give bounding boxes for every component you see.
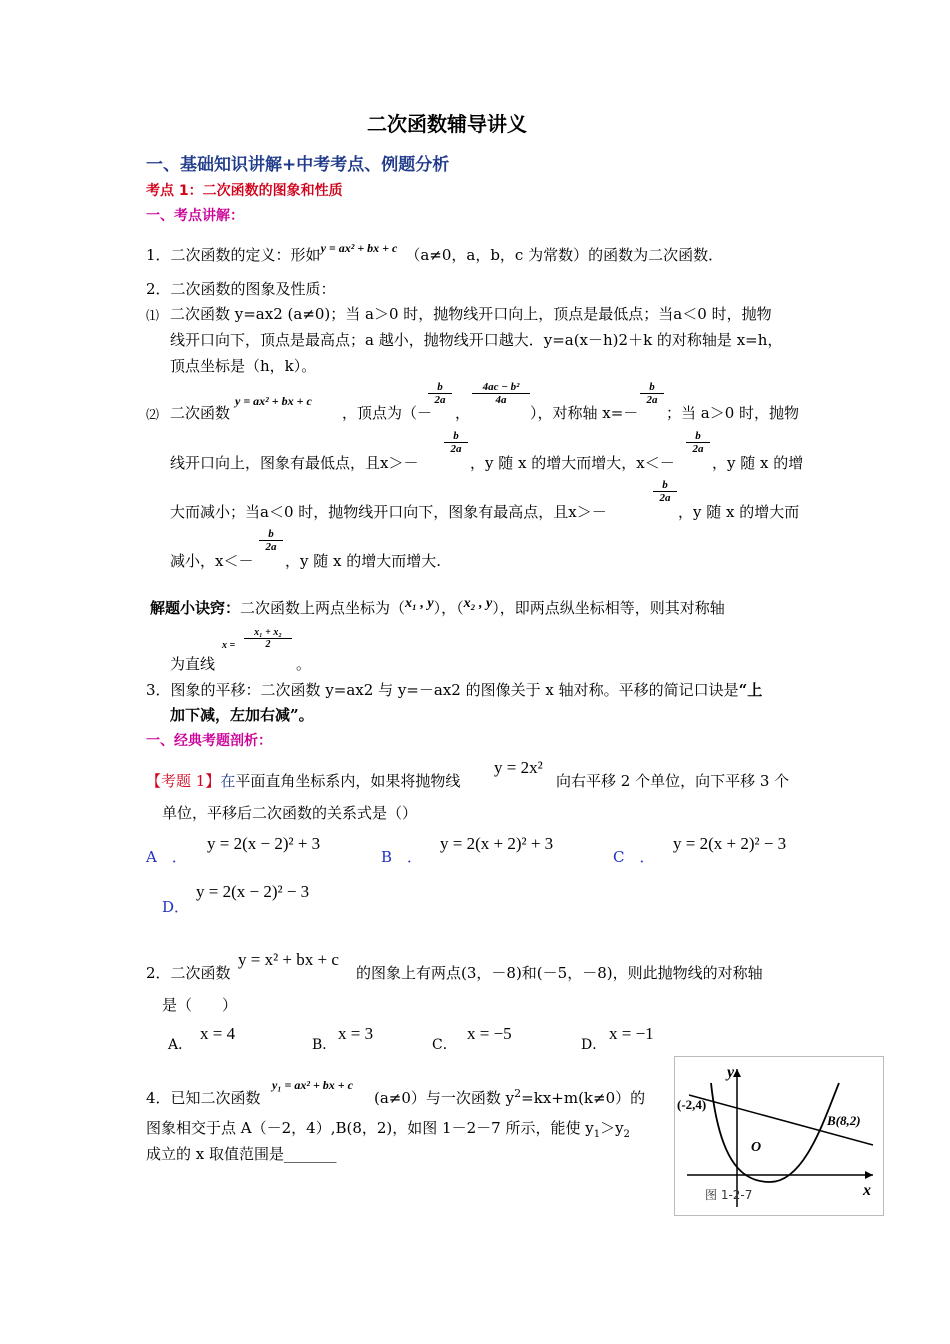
prop2-c: ），对称轴 x=－ [530,404,639,422]
tip-fraction [244,627,292,650]
item3-b: “上 [738,681,763,699]
prop1-line1: 二次函数 y=ax2 (a≠0)；当 a＞0 时，抛物线开口向上，顶点是最低点；当a＜0 时，抛物 [170,305,772,323]
x-axis-arrow [865,1171,873,1179]
prop2-a: 二次函数 [170,404,231,422]
item1-post: （a≠0，a，b，c 为常数）的函数为二次函数． [405,246,724,264]
q1-option-a-label[interactable]: A ． [146,848,187,866]
frac-h [653,479,677,504]
vertex-x-fraction [428,381,452,406]
frac-num: b [444,430,468,443]
item1 [146,241,724,265]
tip-b: ），（ [433,599,464,617]
q2-formula: y = x² + bx + c [238,950,339,969]
tip-e: 。 [296,655,312,673]
item1-pre: 二次函数的定义：形如 [170,246,321,264]
prop1-line3: 顶点坐标是（h，k）。 [170,357,317,375]
frac-den: 2a [265,541,277,553]
prop1-marker: ⑴ [146,309,160,324]
y-axis-arrow [733,1069,741,1077]
tip-point2: x₂ , y [463,596,493,611]
frac-den: 2a [450,443,462,455]
q1-option-d[interactable]: y = 2(x − 2)² − 3 [196,882,310,901]
q2-option-a[interactable]: x = 4 [200,1024,236,1043]
q2-option-b-label[interactable]: B． [312,1037,337,1053]
frac-num: x₁ + x₂ [244,627,292,639]
prop2-comma: ， [455,404,471,422]
frac-e [444,430,468,455]
frac-den: 2a [659,492,671,504]
topic-heading: 考点 1：二次函数的图象和性质 [146,183,343,199]
q1-formula: y = 2x² [494,758,543,777]
frac-den: 2 [265,639,271,650]
q2-option-d-label[interactable]: D． [581,1037,607,1053]
tip-d: 为直线 [170,655,216,673]
page-title: 二次函数辅导讲义 [367,112,527,136]
point-a-label: (-2,4) [677,1097,707,1112]
q2-a: 2．二次函数 [146,964,231,982]
axis-fraction [640,381,664,406]
q4-h: 2 [623,1129,630,1140]
frac-j [259,528,283,553]
q4-e: 图象相交于点 A（－2，4）,B(8，2)，如图 1－2－7 所示，能使 y [146,1119,594,1137]
y-label: y [727,1064,735,1081]
tip-eq: x = [222,640,236,651]
frac-num: b [686,430,710,443]
q1-a: 在 [220,772,236,790]
q2-b: 的图象上有两点(3，－8)和(－5，－8)，则此抛物线的对称轴 [356,964,763,982]
x-label: x [863,1182,871,1199]
prop1-line2: 线开口向下，顶点是最高点；a 越小，抛物线开口越大．y=a(x－h)2＋k 的对称轴是 x=h， [170,331,783,349]
prop2-g: ，y 随 x 的增 [712,454,804,472]
q4-d: =kx+m(k≠0）的 [521,1089,646,1107]
subsection-classic: 一、经典考题剖析： [146,733,272,749]
prop2-f: ，y 随 x 的增大而增大，x＜－ [470,454,675,472]
q1-b: 平面直角坐标系内，如果将抛物线 [235,772,461,790]
tip-point1: x₁ , y [405,596,434,611]
item1-num: 1． [146,246,171,264]
q4-b: (a≠0）与一次函数 y [374,1089,515,1107]
q4-formula: y₁ = ax² + bx + c [272,1078,353,1092]
q1-option-a[interactable]: y = 2(x − 2)² + 3 [207,834,321,853]
figure-caption: 图 1-2-7 [705,1188,753,1202]
q1-line1 [146,770,460,791]
prop2-e: 线开口向上，图象有最低点，且x＞－ [170,454,419,472]
q1-d: 单位，平移后二次函数的关系式是（） [162,804,418,822]
frac-den: 2a [434,394,446,406]
prop2-j: 减小，x＜－ [170,552,254,570]
frac-num: 4ac − b² [472,381,530,394]
q1-option-c[interactable]: y = 2(x + 2)² − 3 [673,834,787,853]
q2-option-c[interactable]: x = −5 [467,1024,512,1043]
q2-option-c-label[interactable]: C． [432,1037,457,1053]
subsection-explain: 一、考点讲解： [146,208,244,224]
item2: 2．二次函数的图象及性质： [146,280,336,298]
frac-num: b [653,479,677,492]
q4-g: ＞y [600,1119,624,1137]
item3-line2 [170,704,314,725]
q2-option-b[interactable]: x = 3 [338,1024,374,1043]
q4-i: 成立的 x 取值范围是_______ [146,1145,337,1163]
prop2-b: ，顶点为（－ [342,404,433,422]
item1-formula: y = ax² + bx + c [320,241,398,255]
q1-c: 向右平移 2 个单位，向下平移 3 个 [556,772,790,790]
frac-den: 2a [692,443,704,455]
frac-den: 4a [495,394,507,406]
q2-option-d[interactable]: x = −1 [609,1024,654,1043]
section-heading: 一、基础知识讲解+中考考点、例题分析 [146,155,450,175]
frac-den: 2a [646,394,658,406]
q1-option-b[interactable]: y = 2(x + 2)² + 3 [440,834,554,853]
prop2-d: ；当 a＞0 时，抛物 [666,404,800,422]
q4-f: 1 [593,1129,601,1140]
frac-f [686,430,710,455]
tip-c: ），即两点纵坐标相等，则其对称轴 [492,599,725,617]
item3-c: 加下减，左加右减”。 [170,706,314,724]
prop2-i: ，y 随 x 的增大而 [678,503,800,521]
item3-a: 3．图象的平移：二次函数 y=ax2 与 y=－ax2 的图像关于 x 轴对称。平移的简记口诀是 [146,681,739,699]
frac-num: b [259,528,283,541]
q4-line2 [146,1117,630,1140]
frac-num: b [640,381,664,394]
prop2-k: ，y 随 x 的增大而增大. [285,552,442,570]
q1-option-d-label[interactable]: D． [162,898,190,916]
point-b-label: B(8,2) [827,1113,861,1128]
figure-1-2-7 [674,1056,884,1216]
parabola-curve [711,1083,839,1182]
prop2-h: 大而减小；当a＜0 时，抛物线开口向下，图象有最高点，且x＞－ [170,503,607,521]
q2-option-a-label[interactable]: A． [168,1037,193,1053]
vertex-y-fraction [472,381,530,406]
origin-label: O [751,1140,762,1155]
q1-option-b-label[interactable]: B ． [381,848,423,866]
tip-label: 解题小诀窍： [150,599,241,617]
q2-c: 是（ ） [162,996,238,1014]
tip-a: 二次函数上两点坐标为（ [240,599,406,617]
frac-num: b [428,381,452,394]
item3-line1 [146,679,762,700]
prop2-formula: y = ax² + bx + c [235,394,312,408]
figure-graph [675,1057,883,1215]
q4-line1 [374,1087,645,1108]
q1-tag: 【考题 1】 [146,772,221,790]
q4-a: 4．已知二次函数 [146,1089,261,1107]
tip-line1 [150,597,725,618]
prop2-marker: ⑵ [146,408,160,423]
q4-c: 2 [514,1087,522,1100]
q1-option-c-label[interactable]: C ． [613,848,655,866]
